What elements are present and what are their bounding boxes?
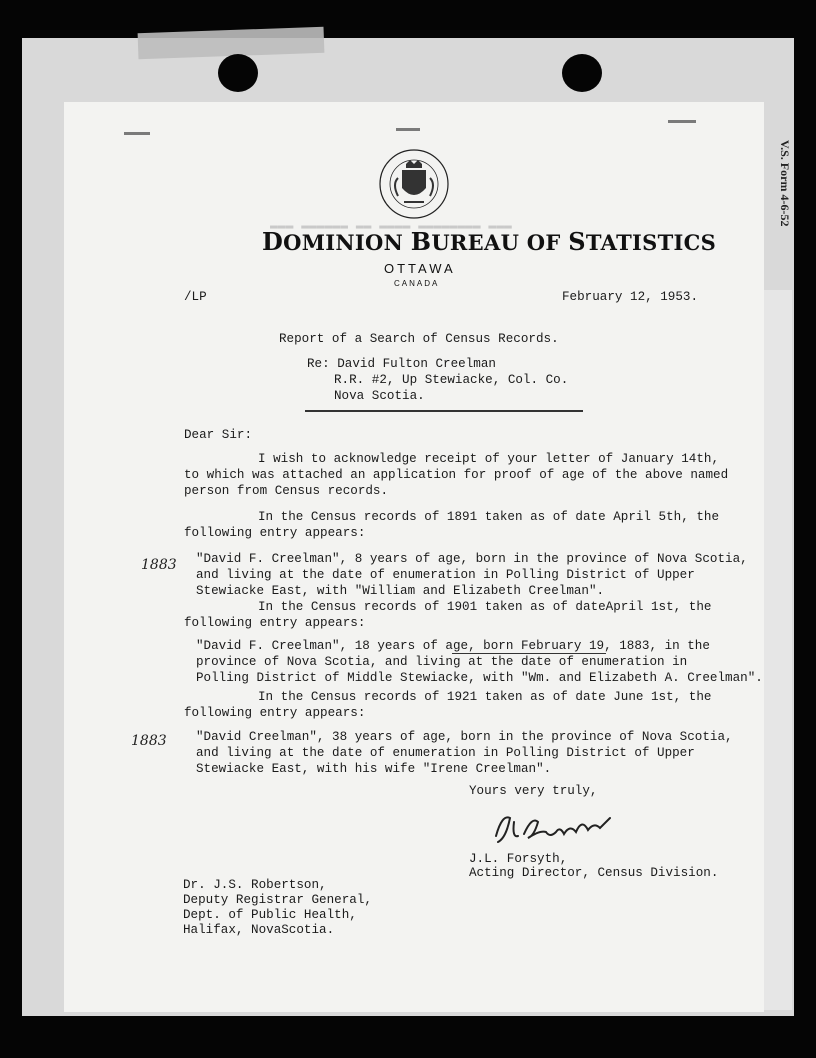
handwritten-signature [488,808,618,848]
letterhead-city: OTTAWA [384,261,456,276]
re-line-2: R.R. #2, Up Stewiacke, Col. Co. [334,373,569,387]
re-line-3: Nova Scotia. [334,389,425,403]
letter-date: February 12, 1953. [562,290,699,304]
census-1891-line-3: Stewiacke East, with "William and Elizabeth Creelman". [196,584,605,598]
para1-line-1: I wish to acknowledge receipt of your letter of January 14th, [258,452,720,466]
report-subject: Report of a Search of Census Records. [279,332,559,346]
census-1891-line-2: and living at the date of enumeration in Polling District of Upper [196,568,695,582]
census-1901-intro-2: following entry appears: [184,616,366,630]
birthdate-underline [452,653,606,654]
census-1901-line-2: province of Nova Scotia, and living at the date of enumeration in [196,655,688,669]
staple-mark [124,132,150,135]
bureau-title: DOMINION BUREAU OF STATISTICS [262,227,717,256]
census-1921-line-1: "David Creelman", 38 years of age, born in the province of Nova Scotia, [196,730,733,744]
side-form-number: V.S. Form 4-6-52 [778,140,792,227]
divider-rule [305,410,583,412]
letterhead-country: CANADA [394,279,440,288]
census-1921-intro-1: In the Census records of 1921 taken as of date June 1st, the [258,690,712,704]
recipient-line-3: Dept. of Public Health, [183,908,357,922]
recipient-line-2: Deputy Registrar General, [183,893,372,907]
census-1901-line-3: Polling District of Middle Stewiacke, with "Wm. and Elizabeth A. Creelman". [196,671,763,685]
recipient-line-1: Dr. J.S. Robertson, [183,878,327,892]
re-line-1: Re: David Fulton Creelman [307,357,496,371]
punch-hole-left [218,54,258,92]
underlying-page-edge [764,290,792,1010]
bleed-through: ▬▬▬ ▬▬▬▬▬▬ ▬▬ ▬▬▬▬ ▬▬▬▬▬▬▬▬ ▬▬▬ [270,218,512,233]
census-1891-line-1: "David F. Creelman", 8 years of age, born in the province of Nova Scotia, [196,552,748,566]
punch-hole-right [562,54,602,92]
staple-mark [396,128,420,131]
census-1891-intro-2: following entry appears: [184,526,366,540]
census-1901-intro-1: In the Census records of 1901 taken as of dateApril 1st, the [258,600,712,614]
staple-mark [668,120,696,123]
para1-line-3: person from Census records. [184,484,389,498]
margin-note-1891: 1883 [141,557,177,573]
census-1921-intro-2: following entry appears: [184,706,366,720]
signer-name: J.L. Forsyth, [469,852,568,866]
department-seal-icon [378,148,450,220]
closing: Yours very truly, [469,784,598,798]
para1-line-2: to which was attached an application for proof of age of the above named [184,468,729,482]
signer-title: Acting Director, Census Division. [469,866,719,880]
margin-note-1921: 1883 [131,733,167,749]
census-1921-line-3: Stewiacke East, with his wife "Irene Creelman". [196,762,552,776]
census-1901-line-1: "David F. Creelman", 18 years of age, born February 19, 1883, in the [196,639,710,653]
recipient-line-4: Halifax, NovaScotia. [183,923,335,937]
reference-initials: /LP [184,290,207,304]
census-1891-intro-1: In the Census records of 1891 taken as of date April 5th, the [258,510,720,524]
salutation: Dear Sir: [184,428,253,442]
census-1921-line-2: and living at the date of enumeration in Polling District of Upper [196,746,695,760]
